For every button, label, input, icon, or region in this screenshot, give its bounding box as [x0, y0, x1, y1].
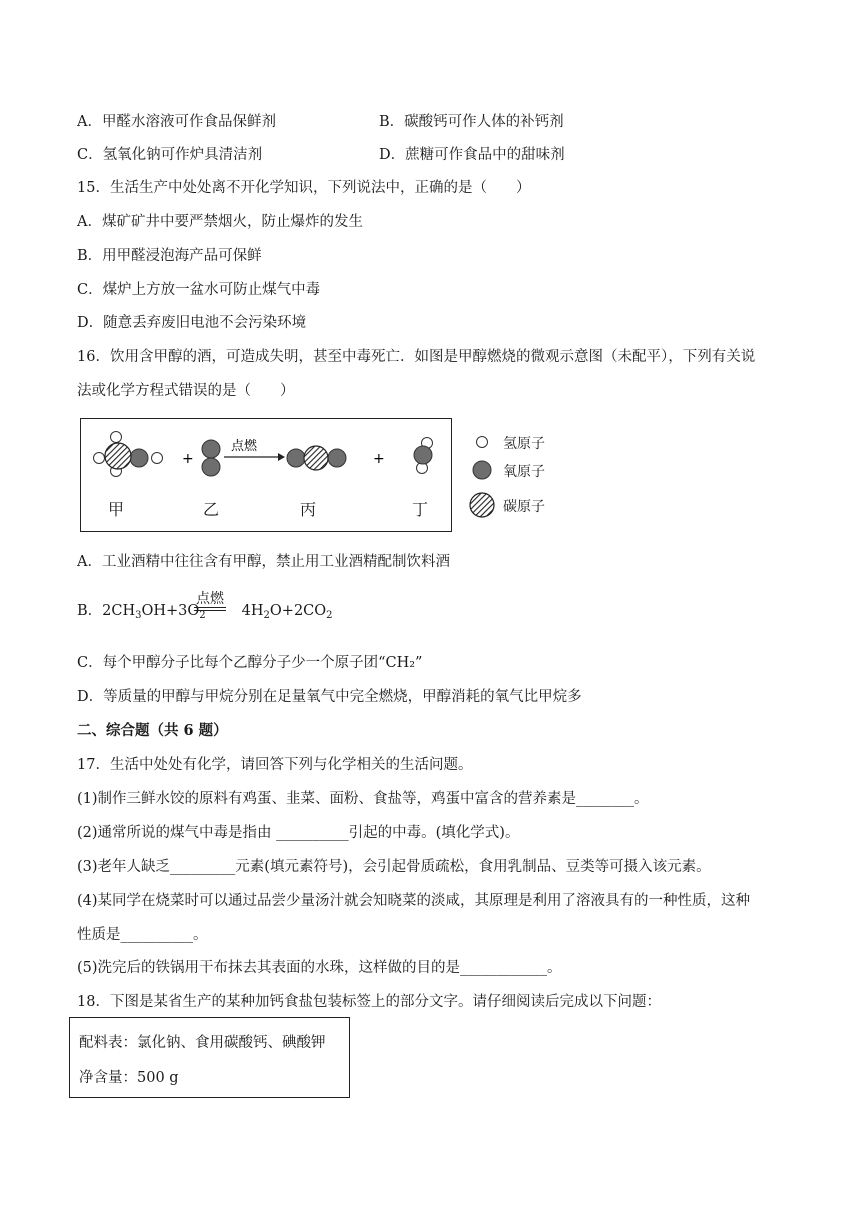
eq-reactant-1: 2CH — [102, 603, 136, 619]
q15-option-b: B．用甲醛浸泡海产品可保鲜 — [77, 248, 262, 264]
q15-stem: 15．生活生产中处处离不开化学知识，下列说法中，正确的是（ ） — [77, 180, 531, 196]
plus-sign-2: + — [373, 451, 385, 467]
eq-double-line-top — [194, 607, 226, 608]
q16-option-c: C．每个甲醇分子比每个乙醇分子少一个原子团“CH₂” — [77, 655, 423, 671]
atom-legend-icons — [468, 432, 498, 522]
label-jia: 甲 — [108, 500, 125, 519]
q16-option-d: D．等质量的甲醇与甲烷分别在足量氧气中完全燃烧，甲醇消耗的氧气比甲烷多 — [77, 689, 582, 705]
eq-sub-3: 3 — [135, 610, 142, 621]
q16-option-a: A．工业酒精中往往含有甲醇，禁止用工业酒精配制饮料酒 — [77, 554, 450, 570]
q17-part-3: (3)老年人缺乏_________元素(填元素符号)，会引起骨质疏松，食用乳制品、豆类等可摄入该元素。 — [77, 859, 711, 875]
eq-product-1: 4H — [241, 603, 264, 619]
hydrogen-atom-icon — [477, 437, 488, 448]
q14-option-d: D．蔗糖可作食品中的甜味剂 — [379, 147, 565, 163]
salt-package-label — [69, 1017, 350, 1098]
carbon-dioxide-molecule — [287, 446, 346, 470]
label-ingredients: 配料表：氯化钠、食用碳酸钙、碘酸钾 — [79, 1035, 326, 1051]
eq-sub-2c: 2 — [326, 610, 333, 621]
q17-part-2: (2)通常所说的煤气中毒是指由 __________引起的中毒。(填化学式)。 — [77, 825, 520, 841]
eq-reactant-2: OH+3O — [141, 603, 200, 619]
arrow-condition-text: 点燃 — [231, 439, 258, 454]
oxygen-molecule — [202, 440, 220, 476]
q17-part-4-line1: (4)某同学在烧菜时可以通过品尝少量汤汁就会知晓菜的淡咸，其原理是利用了溶液具有的一种性质，这种 — [77, 893, 751, 909]
q14-option-a: A．甲醛水溶液可作食品保鲜剂 — [77, 114, 276, 130]
methanol-molecule — [94, 432, 163, 477]
q17-part-5: (5)洗完后的铁锅用干布抹去其表面的水珠，这样做的目的是____________。 — [77, 960, 562, 976]
carbon-atom-icon — [470, 493, 494, 517]
oxygen-atom-icon — [473, 461, 491, 479]
q17-part-1: (1)制作三鲜水饺的原料有鸡蛋、韭菜、面粉、食盐等，鸡蛋中富含的营养素是________。 — [77, 791, 649, 807]
option-b-prefix: B． — [77, 603, 103, 619]
q16-stem-line2: 法或化学方程式错误的是（ ） — [77, 383, 295, 399]
water-molecule — [414, 438, 433, 474]
eq-product-2: O+2CO — [269, 603, 327, 619]
legend-carbon: 碳原子 — [503, 499, 545, 515]
q15-option-d: D．随意丢弃废旧电池不会污染环境 — [77, 315, 307, 331]
eq-condition: 点燃 — [196, 591, 224, 607]
q18-stem: 18．下图是某省生产的某种加钙食盐包装标签上的部分文字。请仔细阅读后完成以下问题： — [77, 994, 661, 1010]
label-bing: 丙 — [300, 500, 317, 519]
q17-stem: 17．生活中处处有化学，请回答下列与化学相关的生活问题。 — [77, 757, 473, 773]
plus-sign-1: + — [182, 451, 194, 467]
eq-sub-2a: 2 — [199, 610, 206, 621]
reaction-arrow — [224, 453, 285, 461]
legend-oxygen: 氧原子 — [503, 464, 545, 480]
legend-hydrogen: 氢原子 — [503, 436, 545, 452]
q14-option-b: B．碳酸钙可作人体的补钙剂 — [379, 114, 564, 130]
methanol-combustion-diagram — [80, 418, 452, 532]
molecule-drawing — [81, 419, 453, 533]
q15-option-a: A．煤矿矿井中要严禁烟火，防止爆炸的发生 — [77, 214, 363, 230]
label-net-weight: 净含量：500 g — [79, 1070, 179, 1086]
section-two-heading: 二、综合题（共 6 题） — [77, 722, 228, 739]
q14-option-c: C．氢氧化钠可作炉具清洁剂 — [77, 147, 263, 163]
label-ding: 丁 — [412, 500, 429, 519]
q15-option-c: C．煤炉上方放一盆水可防止煤气中毒 — [77, 282, 321, 298]
label-yi: 乙 — [203, 500, 220, 519]
eq-sub-2b: 2 — [263, 610, 270, 621]
eq-double-line-bottom — [194, 610, 226, 611]
q17-part-4-line2: 性质是__________。 — [77, 927, 208, 943]
q16-stem-line1: 16．饮用含甲醇的酒，可造成失明，甚至中毒死亡．如图是甲醇燃烧的微观示意图（未配平），下列有关说 — [77, 349, 756, 365]
